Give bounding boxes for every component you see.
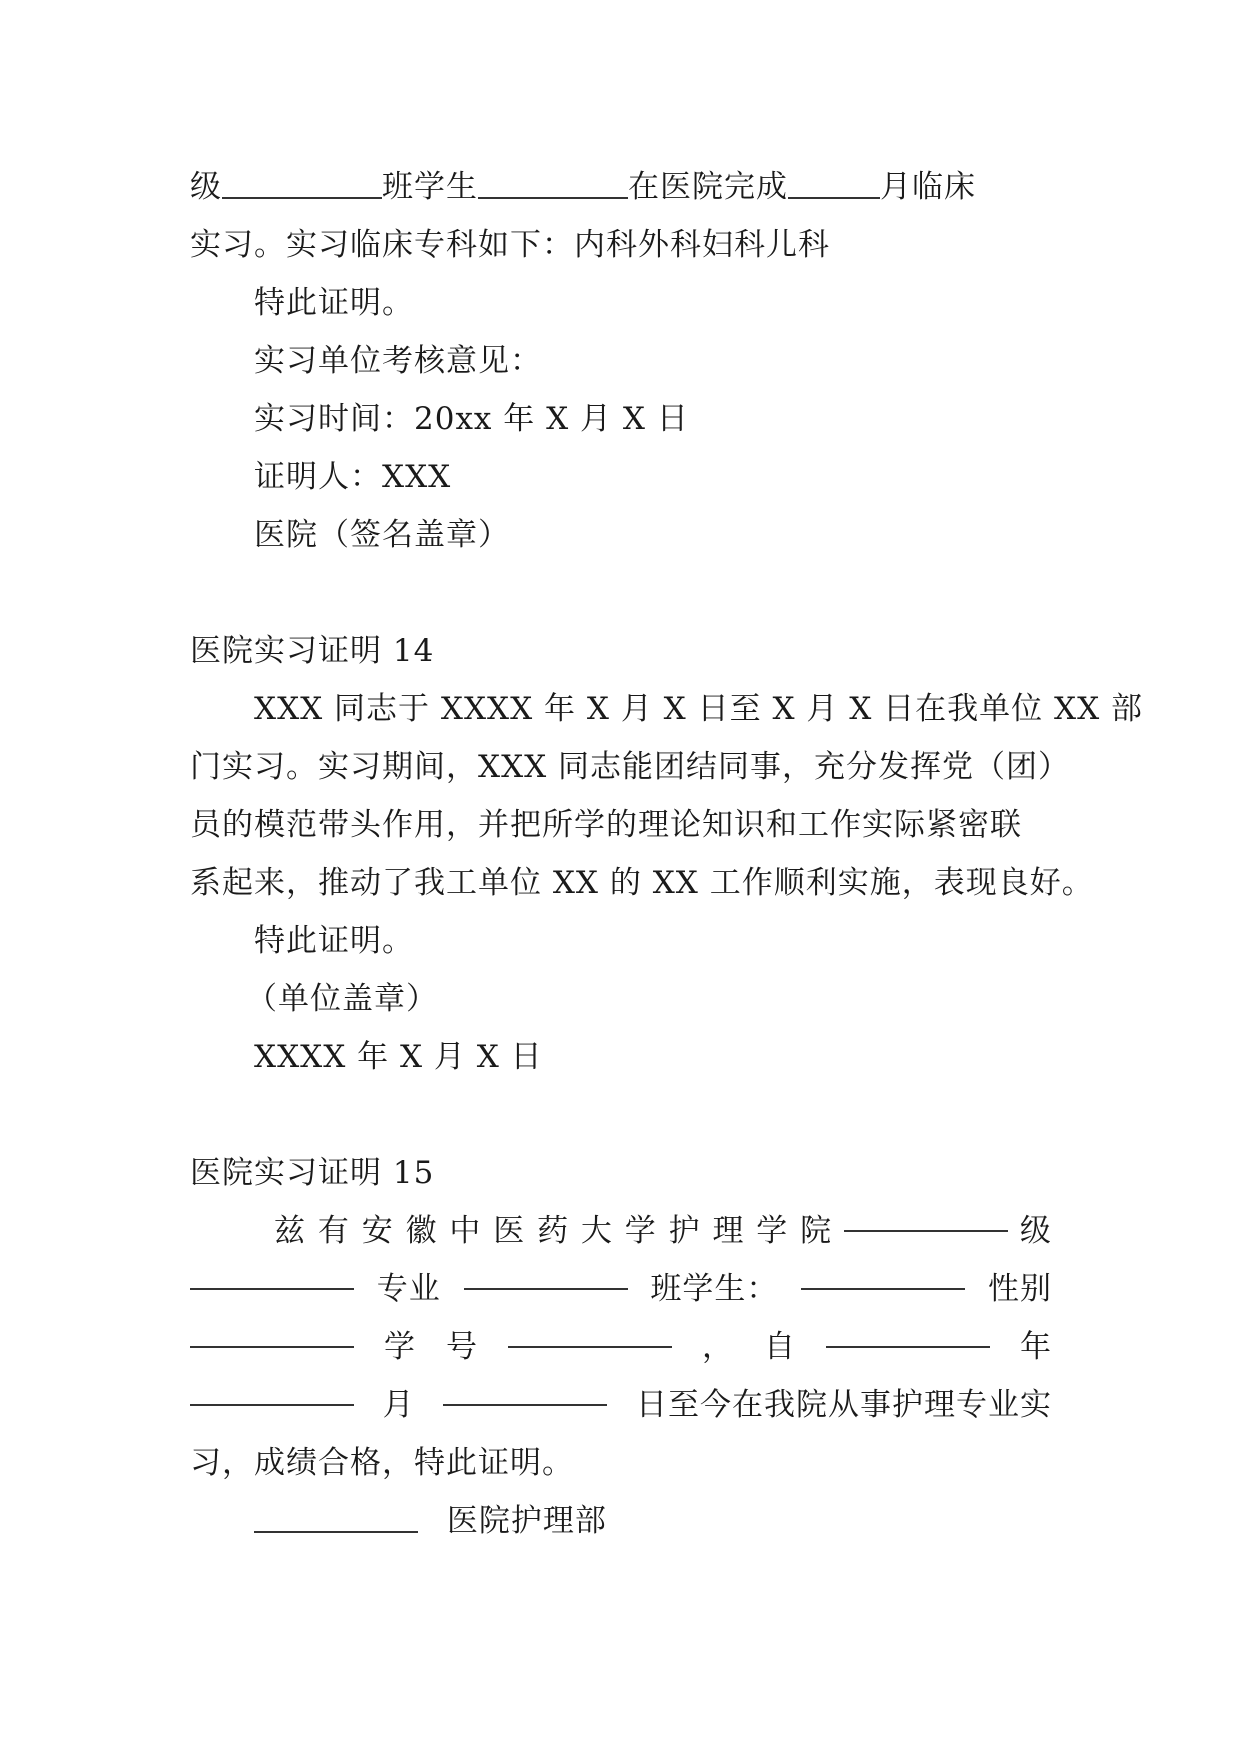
s15-char: 学 xyxy=(624,1213,657,1249)
fill-blank xyxy=(443,1404,607,1406)
s13-text: 班学生 xyxy=(382,169,478,205)
s13-line-1 xyxy=(190,158,1052,216)
fill-blank xyxy=(844,1230,1008,1232)
s15-char: 月 xyxy=(382,1387,415,1423)
fill-blank xyxy=(190,1288,354,1290)
fill-blank xyxy=(190,1346,354,1348)
fill-blank xyxy=(190,1404,354,1406)
s13-text: 在医院完成 xyxy=(628,169,788,205)
document-page xyxy=(190,158,1144,1550)
s15-char: 护 xyxy=(668,1213,701,1249)
fill-blank xyxy=(801,1288,965,1290)
s15-char: 有 xyxy=(317,1213,350,1249)
s15-char: 学 xyxy=(384,1329,416,1365)
s15-text: 日至今在我院从事护理专业实 xyxy=(635,1387,1052,1423)
s14-paragraph-line-1: XXX 同志于 XXXX 年 X 月 X 日至 X 月 X 日在我单位 XX 部 xyxy=(254,691,1144,727)
fill-blank xyxy=(508,1346,672,1348)
s15-char: 医 xyxy=(493,1213,526,1249)
fill-blank xyxy=(222,197,382,199)
s15-char: 兹 xyxy=(274,1213,306,1249)
s15-line-4 xyxy=(190,1376,1052,1434)
s15-char: 药 xyxy=(537,1213,570,1249)
s14-paragraph-line-3: 员的模范带头作用，并把所学的理论知识和工作实际紧密联 xyxy=(190,807,1022,843)
s15-title: 医院实习证明 15 xyxy=(190,1155,435,1191)
s15-char: 大 xyxy=(580,1213,613,1249)
s15-signoff xyxy=(190,1492,1052,1550)
s13-text: 级 xyxy=(190,169,222,205)
s15-char: 年 xyxy=(1020,1329,1052,1365)
s15-line-5: 习，成绩合格，特此证明。 xyxy=(190,1445,574,1481)
s15-char: 中 xyxy=(449,1213,482,1249)
s14-date: XXXX 年 X 月 X 日 xyxy=(254,1039,543,1075)
s14-paragraph-line-2: 门实习。实习期间，XXX 同志能团结同事，充分发挥党（团） xyxy=(190,749,1071,785)
s14-title: 医院实习证明 14 xyxy=(190,633,435,669)
s15-char: 自 xyxy=(764,1329,796,1365)
s13-line-2: 实习。实习临床专科如下：内科外科妇科儿科 xyxy=(190,227,830,263)
fill-blank xyxy=(826,1346,990,1348)
s15-text: 专业 xyxy=(376,1271,441,1307)
fill-blank xyxy=(254,1531,418,1533)
s15-nursing-dept: 医院护理部 xyxy=(446,1503,607,1539)
fill-blank xyxy=(464,1288,628,1290)
s13-witness: 证明人：XXX xyxy=(254,459,452,495)
s14-certify: 特此证明。 xyxy=(254,923,414,959)
s13-hospital-seal: 医院（签名盖章） xyxy=(254,517,510,553)
s15-char: 学 xyxy=(756,1213,789,1249)
s15-char: 安 xyxy=(361,1213,394,1249)
s15-char: 理 xyxy=(712,1213,745,1249)
fill-blank xyxy=(788,197,880,199)
s13-certify: 特此证明。 xyxy=(254,285,414,321)
s13-text: 月临床 xyxy=(880,169,976,205)
s13-period: 实习时间：20xx 年 X 月 X 日 xyxy=(254,401,689,437)
s15-char: 号 xyxy=(446,1329,478,1365)
s15-line-3 xyxy=(190,1318,1052,1376)
s15-char: 院 xyxy=(800,1213,833,1249)
s15-char: 级 xyxy=(1019,1213,1052,1249)
s15-line-2 xyxy=(190,1260,1052,1318)
s13-assessment-label: 实习单位考核意见： xyxy=(254,343,542,379)
s15-char: 徽 xyxy=(405,1213,438,1249)
s14-unit-seal: （单位盖章） xyxy=(246,981,438,1017)
fill-blank xyxy=(478,197,628,199)
s14-paragraph-line-4: 系起来，推动了我工单位 XX 的 XX 工作顺利实施，表现良好。 xyxy=(190,865,1094,901)
s15-line-1 xyxy=(190,1202,1052,1260)
s15-char: ， xyxy=(702,1329,734,1365)
s15-text: 班学生： xyxy=(650,1271,779,1307)
s15-text: 性别 xyxy=(987,1271,1052,1307)
